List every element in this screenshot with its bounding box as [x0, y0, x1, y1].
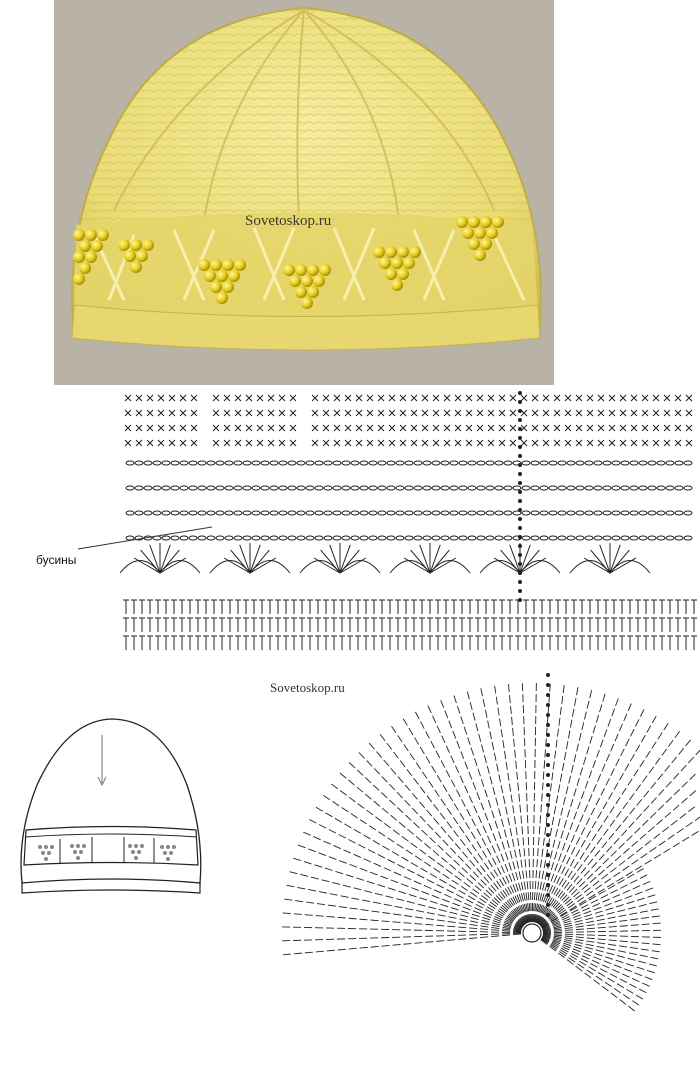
photo-watermark: Sovetoskop.ru — [245, 213, 331, 230]
hat-schema — [12, 715, 212, 905]
beads-label: бусины — [36, 553, 76, 567]
chart-watermark: Sovetoskop.ru — [270, 680, 345, 696]
crochet-chart-crown — [230, 655, 700, 1083]
